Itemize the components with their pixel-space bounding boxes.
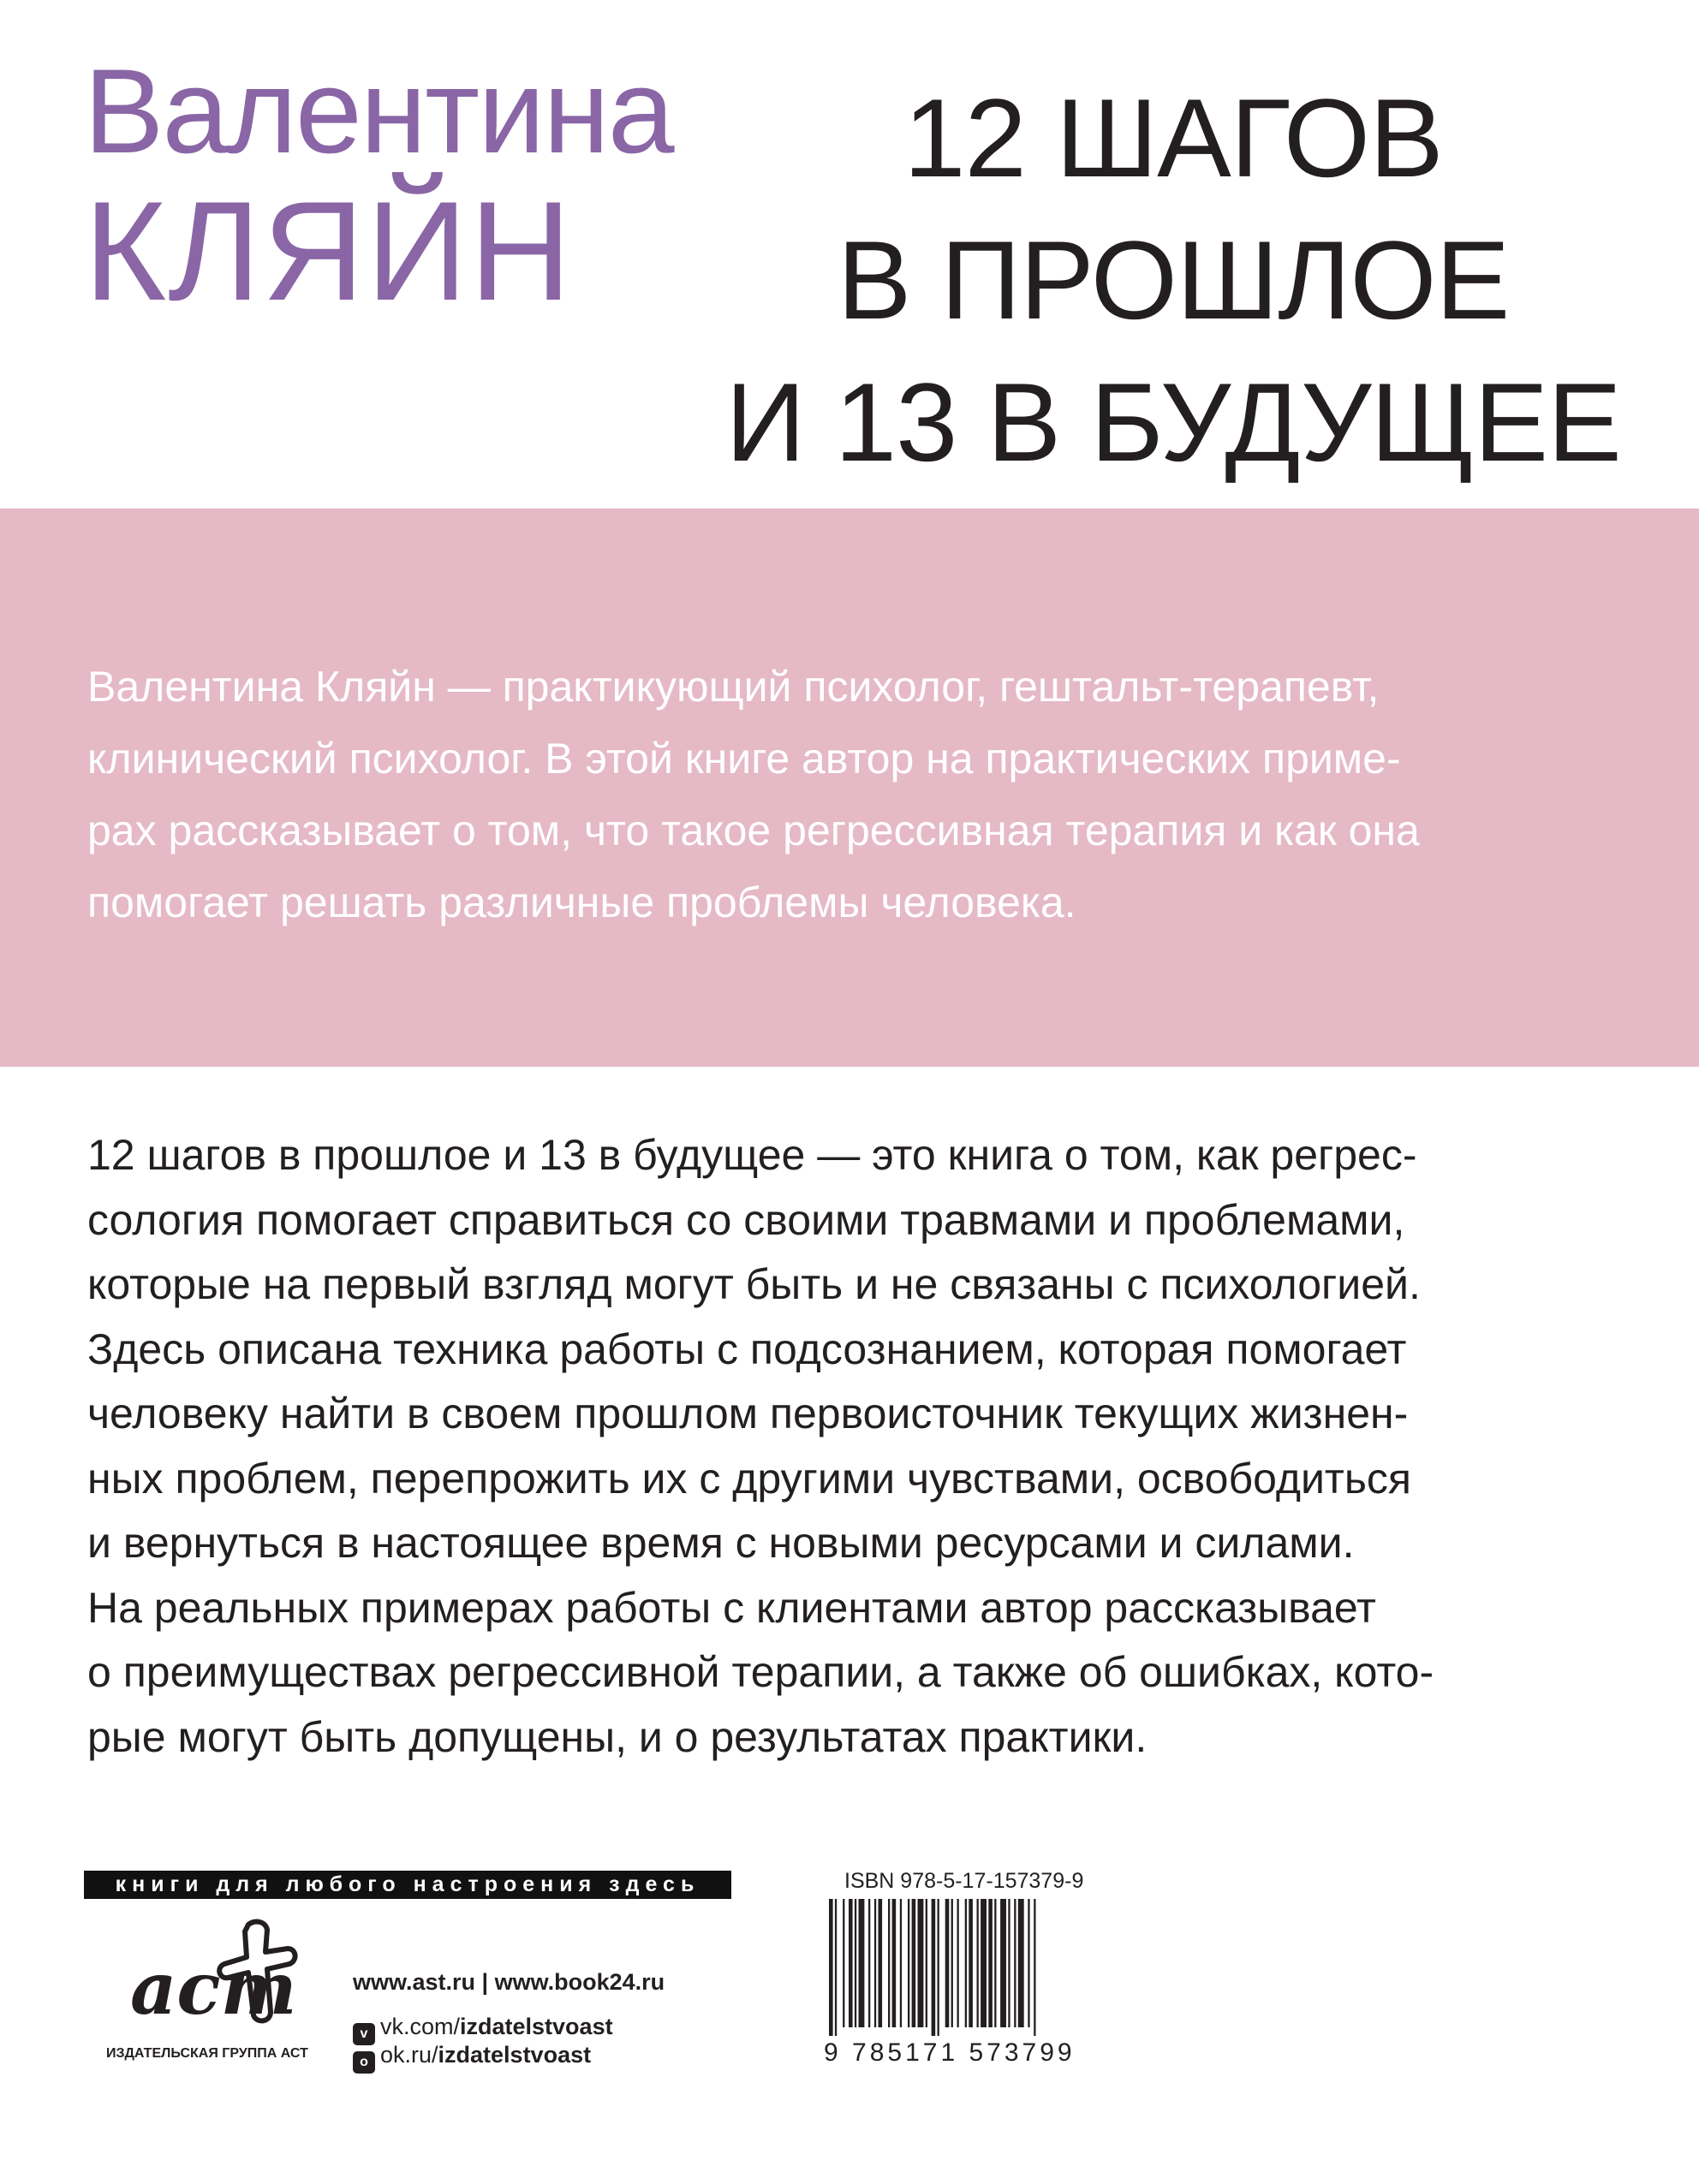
description-line: 12 шагов в прошлое и 13 в будущее — это книга о том, как регрес- bbox=[87, 1131, 1417, 1179]
ok-link[interactable]: o ok.ru/izdatelstvoast bbox=[353, 2042, 591, 2074]
description-line: сология помогает справиться со своими травмами и проблемами, bbox=[87, 1195, 1405, 1244]
vk-link[interactable]: v vk.com/izdatelstvoast bbox=[353, 2014, 613, 2045]
description-line: Здесь описана техника работы с подсознанием, которая помогает bbox=[87, 1324, 1407, 1373]
description-line: рые могут быть допущены, и о результатах практики. bbox=[87, 1712, 1148, 1761]
title-line: И 13 В БУДУЩЕЕ bbox=[725, 360, 1621, 485]
bio-line: рах рассказывает о том, что такое регрессивная терапия и как она bbox=[87, 806, 1420, 854]
description-line: человеку найти в своем прошлом первоисточник текущих жизнен- bbox=[87, 1390, 1409, 1437]
author-first-name: Валентина bbox=[84, 44, 673, 178]
ast-logo-icon bbox=[120, 1918, 300, 2029]
isbn-label: ISBN 978-5-17-157379-9 bbox=[844, 1869, 1084, 1893]
ok-icon: o bbox=[353, 2051, 375, 2074]
description-line: и вернуться в настоящее время с новыми ресурсами и силами. bbox=[87, 1519, 1355, 1567]
svg-text:аст: аст bbox=[130, 1946, 297, 2029]
description-line: о преимуществах регрессивной терапии, а также об ошибках, кото- bbox=[87, 1648, 1434, 1696]
barcode-icon bbox=[826, 1899, 1100, 2036]
title-line: 12 ШАГОВ bbox=[903, 75, 1443, 200]
book-description bbox=[87, 1123, 1646, 1770]
author-bio-text bbox=[87, 651, 1629, 938]
publisher-websites[interactable]: www.ast.ru | www.book24.ru bbox=[353, 1969, 665, 1995]
vk-icon: v bbox=[353, 2023, 375, 2045]
bio-line: клинический психолог. В этой книге автор на практических приме- bbox=[87, 735, 1401, 783]
bio-line: Валентина Кляйн — практикующий психолог, гештальт-терапевт, bbox=[87, 663, 1380, 711]
bio-line: помогает решать различные проблемы человека. bbox=[87, 878, 1076, 926]
author-last-name: КЛЯЙН bbox=[84, 172, 574, 330]
description-line: которые на первый взгляд могут быть и не связаны с психологией. bbox=[87, 1260, 1421, 1308]
publisher-tagline: книги для любого настроения здесь bbox=[84, 1871, 731, 1899]
publisher-name: ИЗДАТЕЛЬСКАЯ ГРУППА АСТ bbox=[106, 2046, 308, 2061]
description-line: ных проблем, перепрожить их с другими чувствами, освободиться bbox=[87, 1454, 1411, 1503]
barcode-number: 9 785171 573799 bbox=[824, 2038, 1076, 2067]
description-line: На реальных примерах работы с клиентами автор рассказывает bbox=[87, 1583, 1376, 1632]
title-line: В ПРОШЛОЕ bbox=[837, 217, 1510, 342]
book-title bbox=[677, 67, 1670, 493]
author-name bbox=[84, 44, 673, 330]
